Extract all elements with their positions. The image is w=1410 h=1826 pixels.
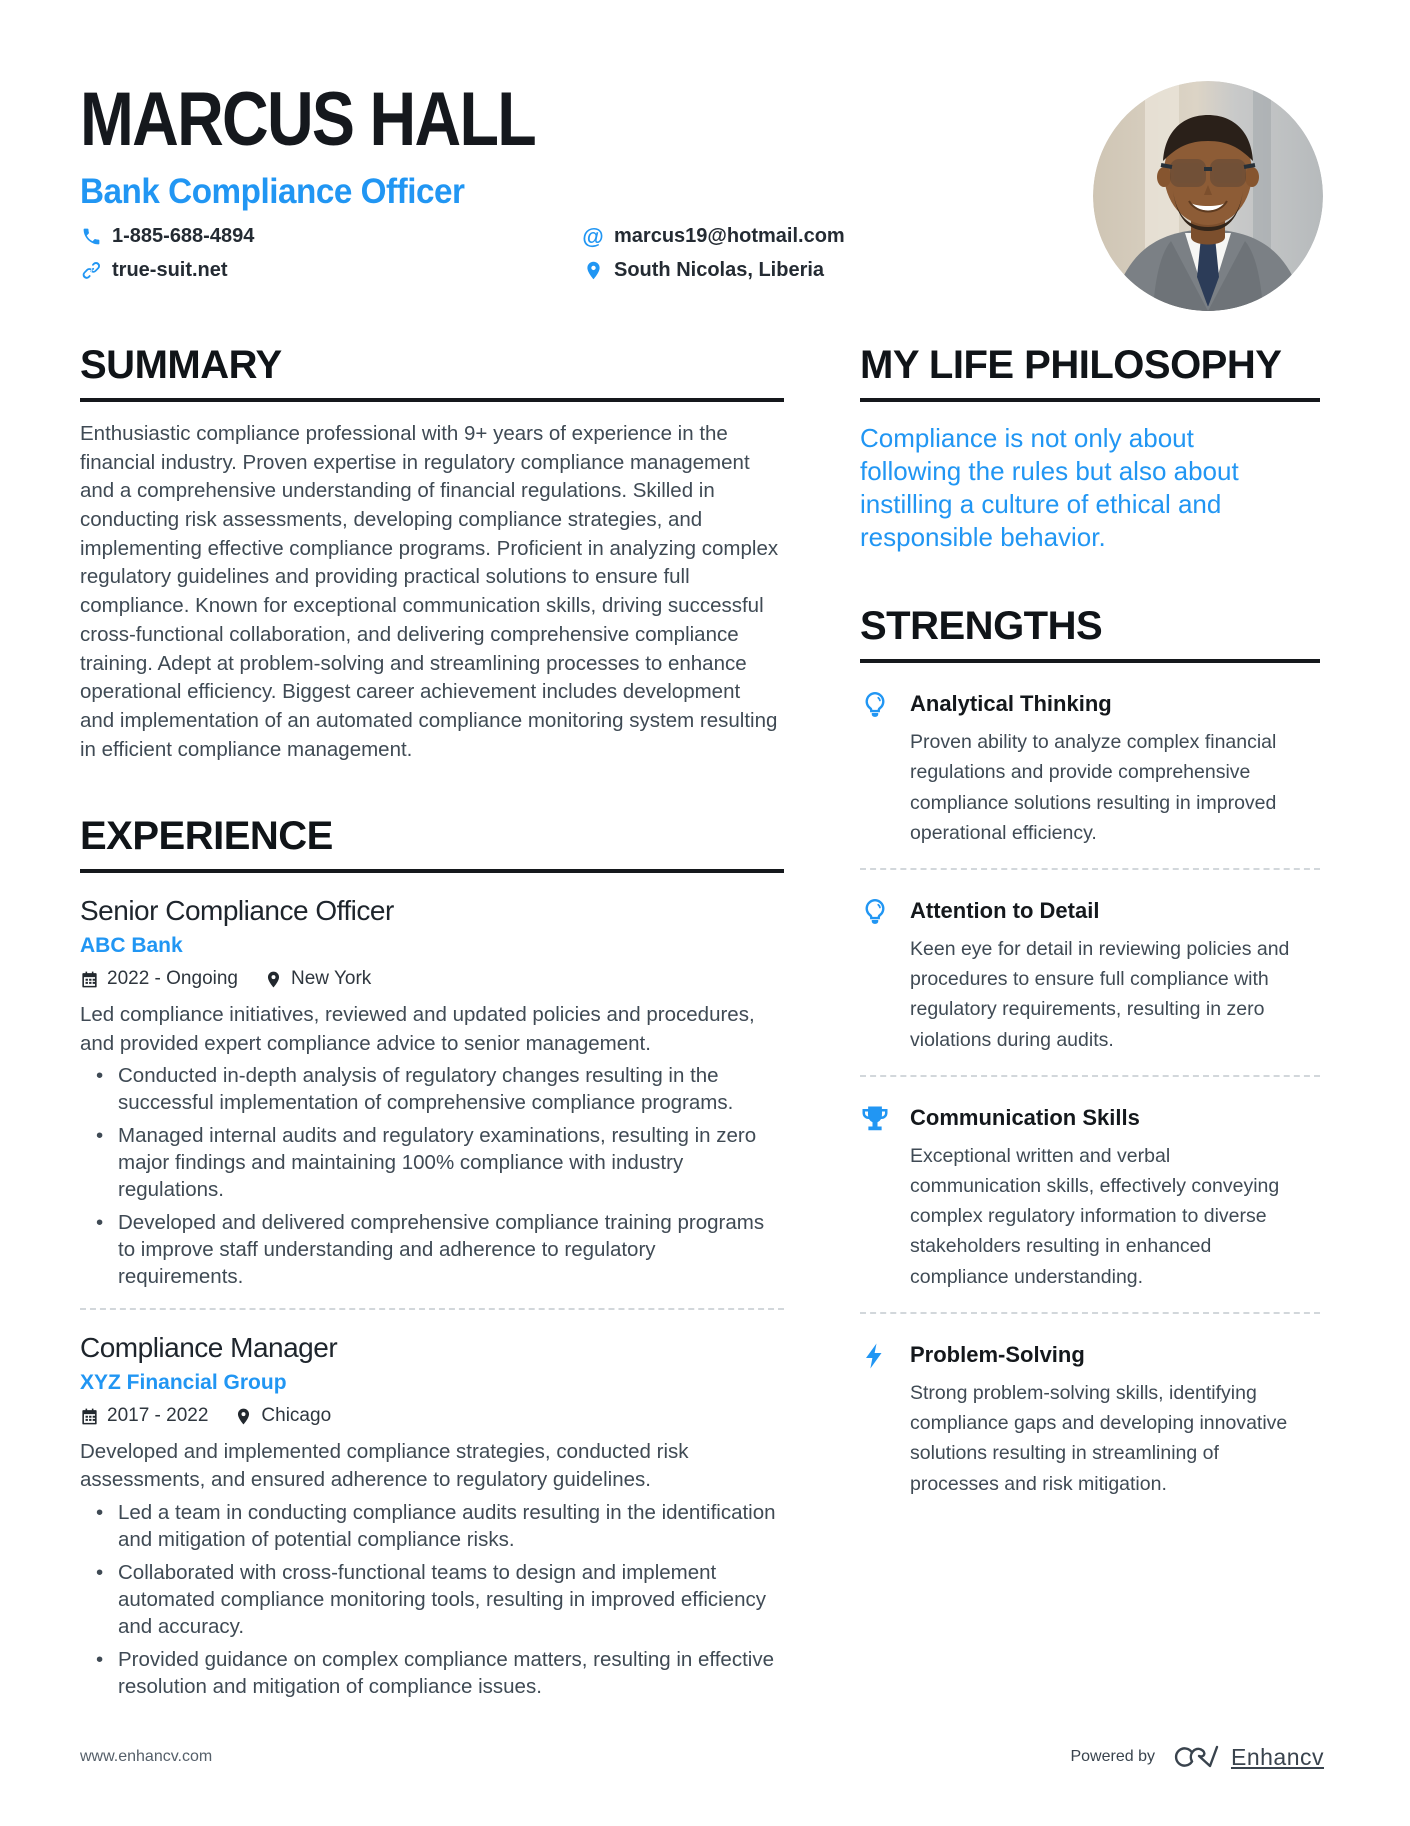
strength-text: Strong problem-solving skills, identifying compliance gaps and developing innovative solutions resulting in streamlining of processes and risk mitigation. xyxy=(910,1381,1288,1495)
summary-section xyxy=(80,345,784,764)
philosophy-text: Compliance is not only about following the rules but also about instilling a culture of ethical and responsible behavior. xyxy=(860,423,1239,553)
job-location xyxy=(234,1405,331,1427)
strength-text: Proven ability to analyze complex financial regulations and provide comprehensive compliance solutions resulting in improved operational efficiency. xyxy=(910,731,1277,844)
enhancv-brand-link[interactable] xyxy=(1171,1742,1324,1772)
person-name: MARCUS HALL xyxy=(80,77,535,162)
lightbulb-icon xyxy=(860,689,892,848)
powered-by xyxy=(1070,1742,1324,1772)
lightbulb-icon xyxy=(860,896,892,1055)
job-bullet-list xyxy=(80,1499,784,1700)
pin-icon xyxy=(234,1407,253,1426)
contact-list xyxy=(80,223,845,282)
strength-title: Analytical Thinking xyxy=(910,691,1112,717)
summary-heading: SUMMARY xyxy=(80,345,784,402)
profile-photo xyxy=(1093,81,1323,311)
strength-content xyxy=(910,1340,1306,1499)
footer xyxy=(80,1742,1324,1772)
trophy-icon xyxy=(860,1103,892,1292)
strength-item xyxy=(860,689,1320,848)
powered-by-label: Powered by xyxy=(1070,1748,1155,1765)
contact-website[interactable] xyxy=(80,259,582,282)
job-meta xyxy=(80,1405,784,1427)
strength-title: Communication Skills xyxy=(910,1104,1140,1130)
right-column xyxy=(860,345,1320,1706)
strength-content xyxy=(910,1103,1306,1292)
job-dates xyxy=(80,1405,208,1427)
pin-icon xyxy=(264,970,283,989)
profile-photo-illustration xyxy=(1093,81,1323,311)
strengths-heading: STRENGTHS xyxy=(860,606,1320,663)
contact-email-text: marcus19@hotmail.com xyxy=(614,225,845,247)
strength-text: Exceptional written and verbal communication skills, effectively conveying complex regulatory information to diverse stakeholders resulting in enhanced compliance understanding. xyxy=(910,1144,1280,1288)
left-column xyxy=(80,345,784,1706)
lightning-icon xyxy=(860,1340,892,1499)
experience-heading: EXPERIENCE xyxy=(80,816,784,873)
email-icon: @ xyxy=(582,223,604,249)
bullet-item: • Managed internal audits and regulatory examinations, resulting in zero major findings and maintaining 100% compliance with industry regulations. xyxy=(80,1122,784,1203)
job-entry xyxy=(80,1332,784,1700)
location-icon xyxy=(582,260,604,282)
job-company: XYZ Financial Group xyxy=(80,1371,287,1395)
job-dates-text: 2017 - 2022 xyxy=(107,1405,209,1427)
enhancv-site-link[interactable]: www.enhancv.com xyxy=(80,1748,213,1765)
strength-content xyxy=(910,689,1306,848)
job-entry xyxy=(80,895,784,1290)
calendar-icon xyxy=(80,970,99,989)
strength-content xyxy=(910,896,1306,1055)
strength-text: Keen eye for detail in reviewing policies and procedures to ensure full compliance with regulatory requirements, resulting in zero violations during audits. xyxy=(910,937,1290,1051)
summary-text: Enthusiastic compliance professional with 9+ years of experience in the financial industry. Proven expertise in regulatory compliance management and a comprehensive understanding of financial regulations. Skilled in conducting risk assessments, developing compliance strategies, and implementing effective compliance programs. Proficient in analyzing complex regulatory guidelines and providing practical solutions to ensure full compliance. Known for exceptional communication skills, driving successful cross-functional collaboration, and delivering comprehensive compliance training. Adept at problem-solving and streamlining processes to enhance operational efficiency. Biggest career achievement includes development and implementation of an automated compliance monitoring system resulting in efficient compliance management. xyxy=(80,422,779,761)
strength-item xyxy=(860,1340,1320,1499)
strength-divider xyxy=(860,1312,1320,1314)
contact-phone-text: 1-885-688-4894 xyxy=(112,225,255,247)
job-description: Developed and implemented compliance strategies, conducted risk assessments, and ensured adherence to regulatory guidelines. xyxy=(80,1440,689,1492)
calendar-icon xyxy=(80,1407,99,1426)
job-divider xyxy=(80,1308,784,1310)
experience-section xyxy=(80,816,784,1700)
person-job-title: Bank Compliance Officer xyxy=(80,172,465,211)
contact-location xyxy=(582,259,845,282)
strength-title: Attention to Detail xyxy=(910,897,1100,923)
strength-divider xyxy=(860,1075,1320,1077)
bullet-item: • Provided guidance on complex compliance matters, resulting in effective resolution and mitigation of compliance issues. xyxy=(80,1646,784,1700)
job-location-text: New York xyxy=(291,968,372,990)
job-dates xyxy=(80,968,238,990)
job-company: ABC Bank xyxy=(80,934,183,958)
contact-email[interactable] xyxy=(582,225,845,248)
strength-item xyxy=(860,1103,1320,1292)
job-dates-text: 2022 - Ongoing xyxy=(107,968,238,990)
contact-location-text: South Nicolas, Liberia xyxy=(614,259,825,281)
bullet-item: • Conducted in-depth analysis of regulatory changes resulting in the successful implementation of comprehensive compliance programs. xyxy=(80,1062,784,1116)
contact-phone xyxy=(80,225,582,248)
job-bullet-list xyxy=(80,1062,784,1290)
bullet-item: • Developed and delivered comprehensive compliance training programs to improve staff understanding and adherence to regulatory requirements. xyxy=(80,1209,784,1290)
strength-item xyxy=(860,896,1320,1055)
job-title: Senior Compliance Officer xyxy=(80,895,394,927)
job-meta xyxy=(80,968,784,990)
job-description: Led compliance initiatives, reviewed and updated policies and procedures, and provided expert compliance advice to senior management. xyxy=(80,1003,755,1055)
job-location-text: Chicago xyxy=(261,1405,332,1427)
strength-divider xyxy=(860,868,1320,870)
contact-website-text: true-suit.net xyxy=(112,259,228,281)
philosophy-heading: MY LIFE PHILOSOPHY xyxy=(860,345,1320,402)
philosophy-section xyxy=(860,345,1320,554)
bullet-item: • Led a team in conducting compliance audits resulting in the identification and mitigation of potential compliance risks. xyxy=(80,1499,784,1553)
bullet-item: • Collaborated with cross-functional teams to design and implement automated compliance monitoring tools, resulting in improved efficiency and accuracy. xyxy=(80,1559,784,1640)
phone-icon xyxy=(80,226,102,248)
job-title: Compliance Manager xyxy=(80,1332,338,1364)
content-columns xyxy=(80,345,1320,1706)
job-location xyxy=(264,968,371,990)
link-icon xyxy=(80,260,102,282)
strength-title: Problem-Solving xyxy=(910,1341,1085,1367)
enhancv-logo-icon xyxy=(1171,1742,1221,1772)
enhancv-brand-name: Enhancv xyxy=(1230,1743,1324,1770)
strengths-section xyxy=(860,606,1320,1499)
